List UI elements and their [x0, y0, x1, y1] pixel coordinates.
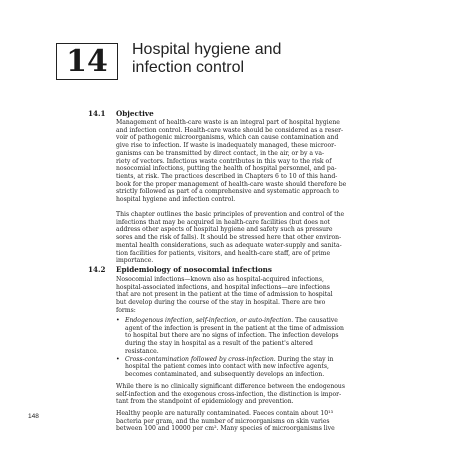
text-line: Nosocomial infections—known also as hospital-acquired infections, [116, 276, 324, 283]
bullet-list [116, 317, 389, 379]
list-item [116, 317, 389, 356]
list-item [116, 356, 389, 379]
paragraph-epidemiology-1 [116, 276, 389, 315]
chapter-title-line-1: Hospital hygiene and [132, 41, 282, 58]
text-line [125, 317, 389, 325]
text-line: tion facilities for patients, visitors, and health-care staff, are of prime [116, 249, 331, 257]
text-line: forms: [116, 306, 136, 314]
bullet-icon: • [116, 355, 120, 363]
bullet-icon: • [116, 317, 120, 324]
text-line: While there is no clinically significant difference between the endogenous [116, 383, 345, 390]
paragraph-epidemiology-2 [116, 383, 389, 406]
text-line: strictly followed as part of a comprehensive and systematic approach to [116, 188, 339, 196]
bullet-text: The causative [293, 317, 338, 324]
text-line: and infection control. Health-care waste should be considered as a reser- [116, 126, 344, 134]
text-line: hospital the patient comes into contact with new infective agents, [125, 363, 329, 371]
text-line: agent of the infection is present in the patient at the time of admission [125, 324, 344, 332]
text-line: bacteria per gram, and the number of microorganisms on skin varies [116, 417, 330, 425]
chapter-title-line-2: infection control [132, 59, 245, 76]
text-line: to hospital but there are no signs of infection. The infection develops [125, 332, 339, 340]
text-line: ganisms can be transmitted by direct contact, in the air, or by a va- [116, 149, 325, 157]
section-number: 14.2 [88, 265, 106, 274]
page-number: 148 [28, 413, 39, 420]
text-line: hospital-associated infections, and hospital infections—are infections [116, 283, 330, 291]
text-line: Healthy people are naturally contaminated. Faeces contain about 10¹³ [116, 410, 334, 417]
bullet-term: Cross-contamination followed by cross-infection. [125, 355, 276, 363]
text-line: resistance. [125, 347, 159, 355]
chapter-title [132, 41, 281, 77]
text-line: infections that may be acquired in health-care facilities (but does not [116, 218, 330, 226]
text-line: but develop during the course of the stay in hospital. There are two [116, 299, 326, 307]
text-line: nosocomial infections, putting the health of hospital personnel, and pa- [116, 165, 337, 173]
text-line [125, 356, 389, 364]
text-line: tant from the standpoint of epidemiology and prevention. [116, 398, 294, 406]
text-line: mental health considerations, such as adequate water-supply and sanita- [116, 241, 342, 249]
text-line: during the stay in hospital as a result of the patient's altered [125, 340, 313, 348]
text-line: self-infection and the exogenous cross-infection, the distinction is impor- [116, 390, 342, 398]
text-line: give rise to infection. If waste is inadequately managed, these microor- [116, 142, 337, 150]
bullet-text: During the stay in [275, 355, 334, 363]
text-line: riety of vectors. Infectious waste contributes in this way to the risk of [116, 157, 332, 165]
paragraph-epidemiology-3 [116, 410, 389, 433]
text-line: sores and the risk of falls). It should be stressed here that other environ- [116, 234, 342, 242]
text-line: voir of pathogenic microorganisms, which can cause contamination and [116, 134, 339, 142]
chapter-number-box [56, 43, 118, 80]
text-line: becomes contaminated, and subsequently develops an infection. [125, 370, 325, 378]
text-line: address other aspects of hospital hygiene and safety such as pressure [116, 226, 333, 234]
section-number: 14.1 [88, 109, 106, 118]
paragraph-objective-2 [116, 211, 389, 265]
text-line: that are not present in the patient at the time of admission to hospital [116, 291, 333, 299]
text-line: book for the proper management of health-care waste should therefore be [116, 180, 347, 188]
bullet-term: Endogenous infection, self-infection, or auto-infection. [125, 317, 294, 324]
text-line: between 100 and 10000 per cm². Many species of microorganisms live [116, 425, 335, 433]
text-line: hospital hygiene and infection control. [116, 196, 236, 204]
section-title: Epidemiology of nosocomial infections [116, 265, 272, 274]
text-line: Management of health-care waste is an integral part of hospital hygiene [116, 119, 340, 126]
text-line: importance. [116, 257, 154, 265]
section-title: Objective [116, 109, 154, 118]
text-line: tients, at risk. The practices described in Chapters 6 to 10 of this hand- [116, 172, 338, 180]
paragraph-objective-1 [116, 119, 389, 204]
text-line: This chapter outlines the basic principles of prevention and control of the [116, 211, 345, 218]
chapter-number: 14 [66, 43, 108, 79]
